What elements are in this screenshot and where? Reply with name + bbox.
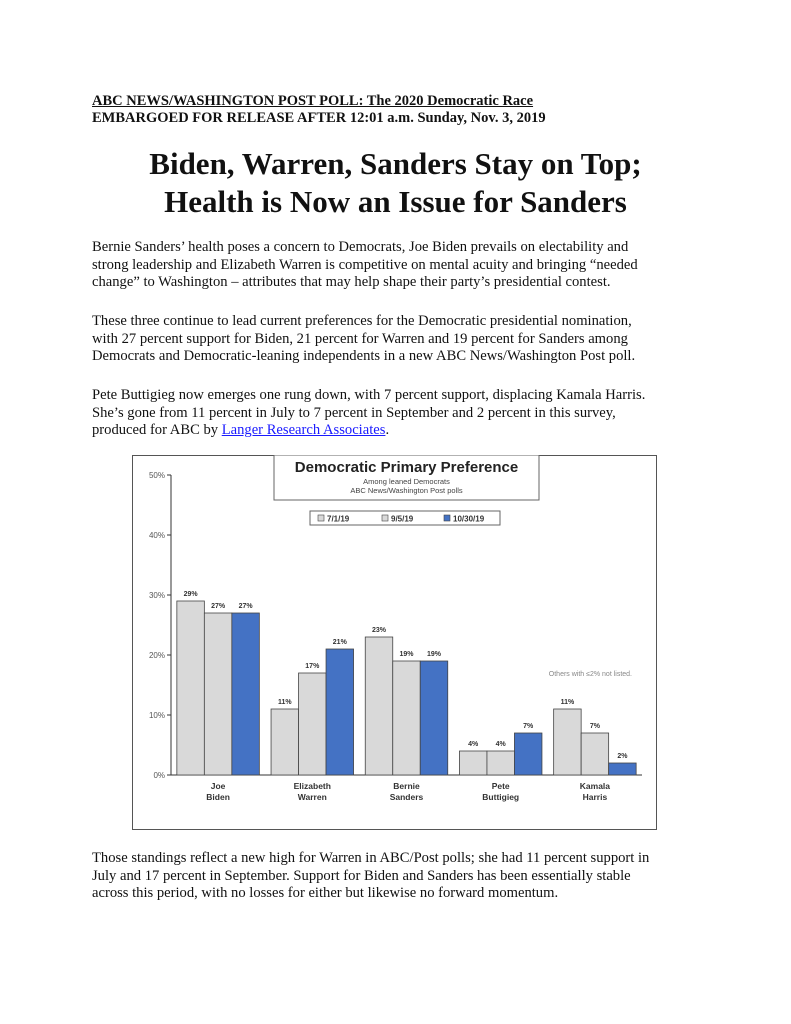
bar <box>326 649 354 775</box>
bar-value-label: 17% <box>305 663 320 670</box>
legend-swatch <box>444 515 450 521</box>
legend-swatch <box>382 515 388 521</box>
category-label: Bernie <box>393 781 420 791</box>
paragraph-1 <box>92 239 712 292</box>
bar-value-label: 7% <box>523 723 534 730</box>
legend-label: 7/1/19 <box>327 514 350 524</box>
bar <box>365 637 393 775</box>
category-label: Harris <box>582 792 608 802</box>
text-line: Pete Buttigieg now emerges one rung down, with 7 percent support, displacing Kamala Harris. <box>92 387 646 403</box>
bar-value-label: 4% <box>468 741 479 748</box>
category-label: Pete <box>491 781 510 791</box>
bar <box>609 763 637 775</box>
category-label: Biden <box>206 792 230 802</box>
bar-value-label: 23% <box>371 627 387 634</box>
category-label: Buttigieg <box>482 792 520 802</box>
headline-line-2: Health is Now an Issue for Sanders <box>164 184 627 219</box>
release-header <box>92 93 546 127</box>
y-tick-label: 20% <box>148 651 165 660</box>
category-label: Kamala <box>579 781 611 791</box>
bar <box>581 733 609 775</box>
category-label: Sanders <box>389 792 424 802</box>
bar <box>514 733 542 775</box>
text-line: She’s gone from 11 percent in July to 7 percent in September and 2 percent in this survey, <box>92 404 616 421</box>
bar <box>393 661 421 775</box>
bar-value-label: 19% <box>426 651 442 658</box>
legend-label: 10/30/19 <box>453 514 485 524</box>
bar <box>554 709 582 775</box>
text-line <box>92 422 712 440</box>
bar <box>299 673 327 775</box>
headline-line-1: Biden, Warren, Sanders Stay on Top; <box>149 146 642 181</box>
embargo-notice: EMBARGOED FOR RELEASE AFTER 12:01 a.m. Sunday, Nov. 3, 2019 <box>92 110 546 126</box>
bar <box>487 751 515 775</box>
legend-label: 9/5/19 <box>391 514 414 524</box>
y-tick-label: 40% <box>148 531 165 540</box>
bar-value-label: 11% <box>560 699 575 706</box>
y-tick-label: 50% <box>148 471 165 480</box>
paragraph-3 <box>92 387 712 440</box>
text-line: Those standings reflect a new high for Warren in ABC/Post polls; she had 11 percent support in <box>92 850 650 866</box>
text-line: These three continue to lead current preferences for the Democratic presidential nomination, <box>92 313 632 329</box>
category-label: Warren <box>297 792 327 802</box>
text-line: across this period, with no losses for either but likewise no forward momentum. <box>92 885 559 902</box>
text-line: change” to Washington – attributes that may help shape their party’s presidential contest. <box>92 274 611 291</box>
democratic-primary-chart <box>132 455 657 830</box>
langer-research-link[interactable]: Langer Research Associates <box>221 422 386 439</box>
bar-value-label: 19% <box>399 651 414 658</box>
bar-value-label: 21% <box>332 639 347 646</box>
poll-title: ABC NEWS/WASHINGTON POST POLL: The 2020 Democratic Race <box>92 93 534 109</box>
category-label: Joe <box>210 781 226 791</box>
chart-subtitle: Among leaned Democrats <box>363 477 450 486</box>
bar-value-label: 27% <box>211 603 226 610</box>
text-line: Bernie Sanders’ health poses a concern to Democrats, Joe Biden prevails on electability and <box>92 239 629 255</box>
y-tick-label: 0% <box>153 771 165 780</box>
text-line: strong leadership and Elizabeth Warren is competitive on mental acuity and bringing “needed <box>92 256 638 273</box>
bar <box>420 661 448 775</box>
bar-value-label: 7% <box>589 723 600 730</box>
text-line: Democrats and Democratic-leaning independents in a new ABC News/Washington Post poll. <box>92 348 636 365</box>
bar-value-label: 11% <box>277 699 292 706</box>
bar-value-label: 29% <box>183 591 198 598</box>
bar-value-label: 4% <box>495 741 506 748</box>
paragraph-2 <box>92 313 712 366</box>
bar <box>232 613 260 775</box>
chart-note: Others with ≤2% not listed. <box>548 671 632 678</box>
chart-title: Democratic Primary Preference <box>294 459 519 476</box>
bar <box>459 751 487 775</box>
bar-value-label: 27% <box>238 603 253 610</box>
category-label: Elizabeth <box>293 781 331 791</box>
paragraph-4 <box>92 850 712 903</box>
text-line: with 27 percent support for Biden, 21 percent for Warren and 19 percent for Sanders among <box>92 330 628 347</box>
bar <box>204 613 232 775</box>
y-tick-label: 10% <box>148 711 165 720</box>
legend-swatch <box>318 515 324 521</box>
y-tick-label: 30% <box>148 591 165 600</box>
bar-value-label: 2% <box>617 753 628 760</box>
headline <box>0 145 791 221</box>
bar <box>271 709 299 775</box>
text-span: produced for ABC by <box>92 422 222 439</box>
text-span: . <box>385 422 390 439</box>
chart-subtitle: ABC News/Washington Post polls <box>350 486 463 495</box>
bar <box>177 601 205 775</box>
text-line: July and 17 percent in September. Support for Biden and Sanders has been essentially stable <box>92 867 631 884</box>
